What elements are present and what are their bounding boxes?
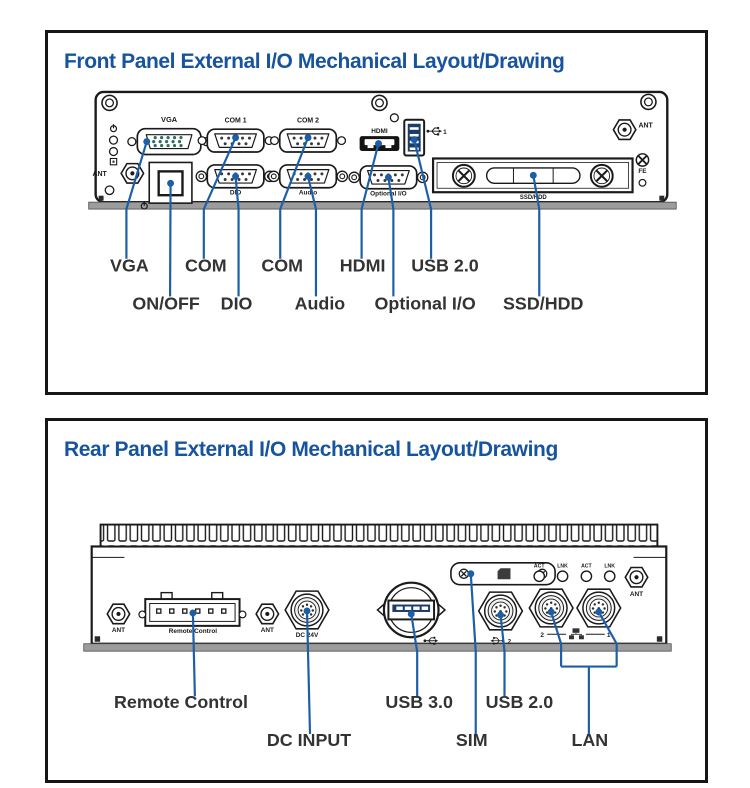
screw-icon: [102, 95, 117, 110]
front-panel-title: Front Panel External I/O Mechanical Layout/Drawing: [64, 50, 565, 73]
callout-vga: VGA: [110, 255, 149, 276]
callout-ssd-hdd: SSD/HDD: [503, 293, 584, 314]
screw-icon: [591, 165, 613, 187]
dc24v-port-label: DC 24V: [295, 631, 319, 639]
callout-dc-input: DC INPUT: [266, 729, 352, 750]
ant-left-label: ANT: [92, 170, 107, 178]
callout-com-1: COM: [184, 255, 227, 276]
callout-on-off: ON/OFF: [132, 293, 200, 314]
callout-remote-control: Remote Control: [114, 692, 248, 713]
callout-com-2: COM: [261, 255, 304, 276]
lnk-led-label: LNK: [604, 563, 616, 570]
act-led-label: ACT: [581, 563, 592, 570]
ant-label: ANT: [111, 626, 126, 634]
sim-card-icon: [498, 568, 511, 579]
lnk-led-label: LNK: [557, 563, 568, 570]
usb2-port-number: 2: [507, 639, 512, 646]
usb-port-number: 1: [443, 129, 447, 137]
screw-icon: [372, 95, 387, 110]
rear-panel-drawing: [49, 478, 704, 783]
rear-panel-title: Rear Panel External I/O Mechanical Layout/Drawing: [64, 438, 558, 461]
callout-dio: DIO: [220, 293, 253, 314]
rear-callouts: [114, 692, 608, 750]
heatsink-fins: [101, 525, 658, 547]
act-led-label: ACT: [533, 563, 545, 570]
front-panel-card: [45, 30, 708, 395]
screw-icon: [641, 94, 656, 109]
callout-usb20: USB 2.0: [411, 255, 479, 276]
dio-port-label: DIO: [229, 189, 242, 197]
ssd-hdd-port-label: SSD/HDD: [519, 195, 547, 202]
hdmi-port-label: HDMI: [371, 128, 388, 136]
ant-label: ANT: [260, 626, 274, 634]
callout-lan: LAN: [571, 729, 609, 750]
optional-io-port-label: Optional I/O: [370, 190, 407, 198]
antenna-connector-icon: [256, 604, 278, 623]
fe-label: FE: [638, 167, 647, 175]
callout-audio: Audio: [294, 293, 346, 314]
com2-port-label: COM 2: [297, 117, 320, 125]
antenna-connector-icon: [613, 120, 635, 139]
callout-usb30: USB 3.0: [385, 692, 453, 713]
callout-optional-io: Optional I/O: [374, 293, 476, 314]
callout-sim: SIM: [455, 729, 488, 750]
power-button: [141, 162, 192, 209]
callout-usb20: USB 2.0: [485, 692, 554, 713]
screw-icon: [453, 165, 475, 187]
ant-label: ANT: [629, 591, 644, 599]
front-panel-drawing: [49, 90, 704, 323]
com1-port-label: COM 1: [224, 117, 247, 125]
antenna-connector-icon: [625, 568, 647, 587]
ant-right-label: ANT: [638, 122, 653, 130]
front-callouts: [110, 256, 583, 314]
lan-port2-number: 2: [540, 631, 545, 639]
rear-panel-card: [45, 418, 708, 783]
vga-port-label: VGA: [161, 114, 178, 124]
antenna-connector-icon: [107, 604, 129, 623]
audio-port-label: Audio: [298, 189, 318, 197]
callout-hdmi: HDMI: [339, 255, 386, 276]
lan-port1-number: 1: [606, 631, 611, 639]
remote-control-port-label: Remote Control: [168, 627, 218, 635]
